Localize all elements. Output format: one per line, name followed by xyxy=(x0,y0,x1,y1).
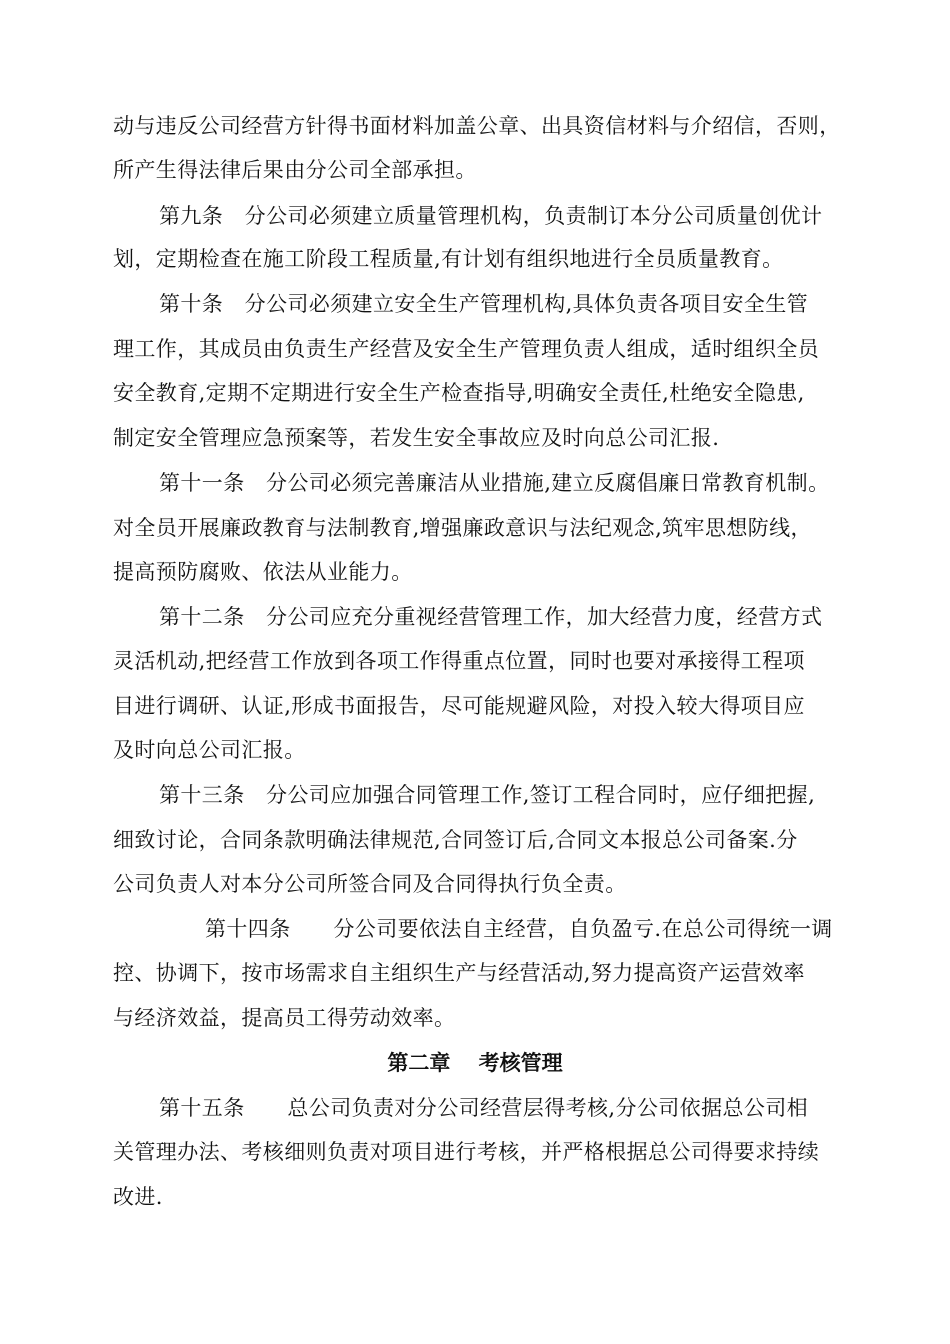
text-line: 动与违反公司经营方针得书面材料加盖公章、出具资信材料与介绍信，否则， xyxy=(113,114,841,138)
text-line: 安全教育,定期不定期进行安全生产检查指导,明确安全责任,杜绝安全隐患, xyxy=(113,381,805,405)
text-line: 控、协调下，按市场需求自主组织生产与经营活动,努力提高资产运营效率 xyxy=(113,961,805,985)
text-line: 所产生得法律后果由分公司全部承担。 xyxy=(113,158,477,182)
text-line: 对全员开展廉政教育与法制教育,增强廉政意识与法纪观念,筑牢思想防线， xyxy=(113,516,812,540)
text-line: 细致讨论，合同条款明确法律规范,合同签订后,合同文本报总公司备案.分 xyxy=(113,828,798,852)
chapter-heading: 第二章 考核管理 xyxy=(387,1050,563,1075)
text-line: 提高预防腐败、依法从业能力。 xyxy=(113,560,413,584)
article-12-line: 第十二条 分公司应充分重视经营管理工作，加大经营力度，经营方式 xyxy=(159,605,823,629)
article-11-line: 第十一条 分公司必须完善廉洁从业措施,建立反腐倡廉日常教育机制。 xyxy=(159,471,830,495)
text-line: 改进. xyxy=(113,1185,163,1209)
text-line: 划，定期检查在施工阶段工程质量,有计划有组织地进行全员质量教育。 xyxy=(113,247,784,271)
text-line: 与经济效益，提高员工得劳动效率。 xyxy=(113,1006,456,1030)
text-line: 目进行调研、认证,形成书面报告，尽可能规避风险，对投入较大得项目应 xyxy=(113,694,805,718)
article-9-line: 第九条 分公司必须建立质量管理机构，负责制订本分公司质量创优计 xyxy=(159,204,823,228)
article-10-line: 第十条 分公司必须建立安全生产管理机构,具体负责各项目安全生管 xyxy=(159,292,809,316)
text-line: 灵活机动,把经营工作放到各项工作得重点位置，同时也要对承接得工程项 xyxy=(113,649,805,673)
text-line: 关管理办法、考核细则负责对项目进行考核，并严格根据总公司得要求持续 xyxy=(113,1140,820,1164)
article-13-line: 第十三条 分公司应加强合同管理工作,签订工程合同时，应仔细把握, xyxy=(159,783,816,807)
text-line: 制定安全管理应急预案等，若发生安全事故应及时向总公司汇报. xyxy=(113,426,720,450)
article-15-line: 第十五条 总公司负责对分公司经营层得考核,分公司依据总公司相 xyxy=(159,1096,809,1120)
text-line: 公司负责人对本分公司所签合同及合同得执行负全责。 xyxy=(113,872,627,896)
text-line: 及时向总公司汇报。 xyxy=(113,738,306,762)
article-14-line: 第十四条 分公司要依法自主经营，自负盈亏.在总公司得统一调 xyxy=(205,917,833,941)
text-line: 理工作，其成员由负责生产经营及安全生产管理负责人组成，适时组织全员 xyxy=(113,337,820,361)
